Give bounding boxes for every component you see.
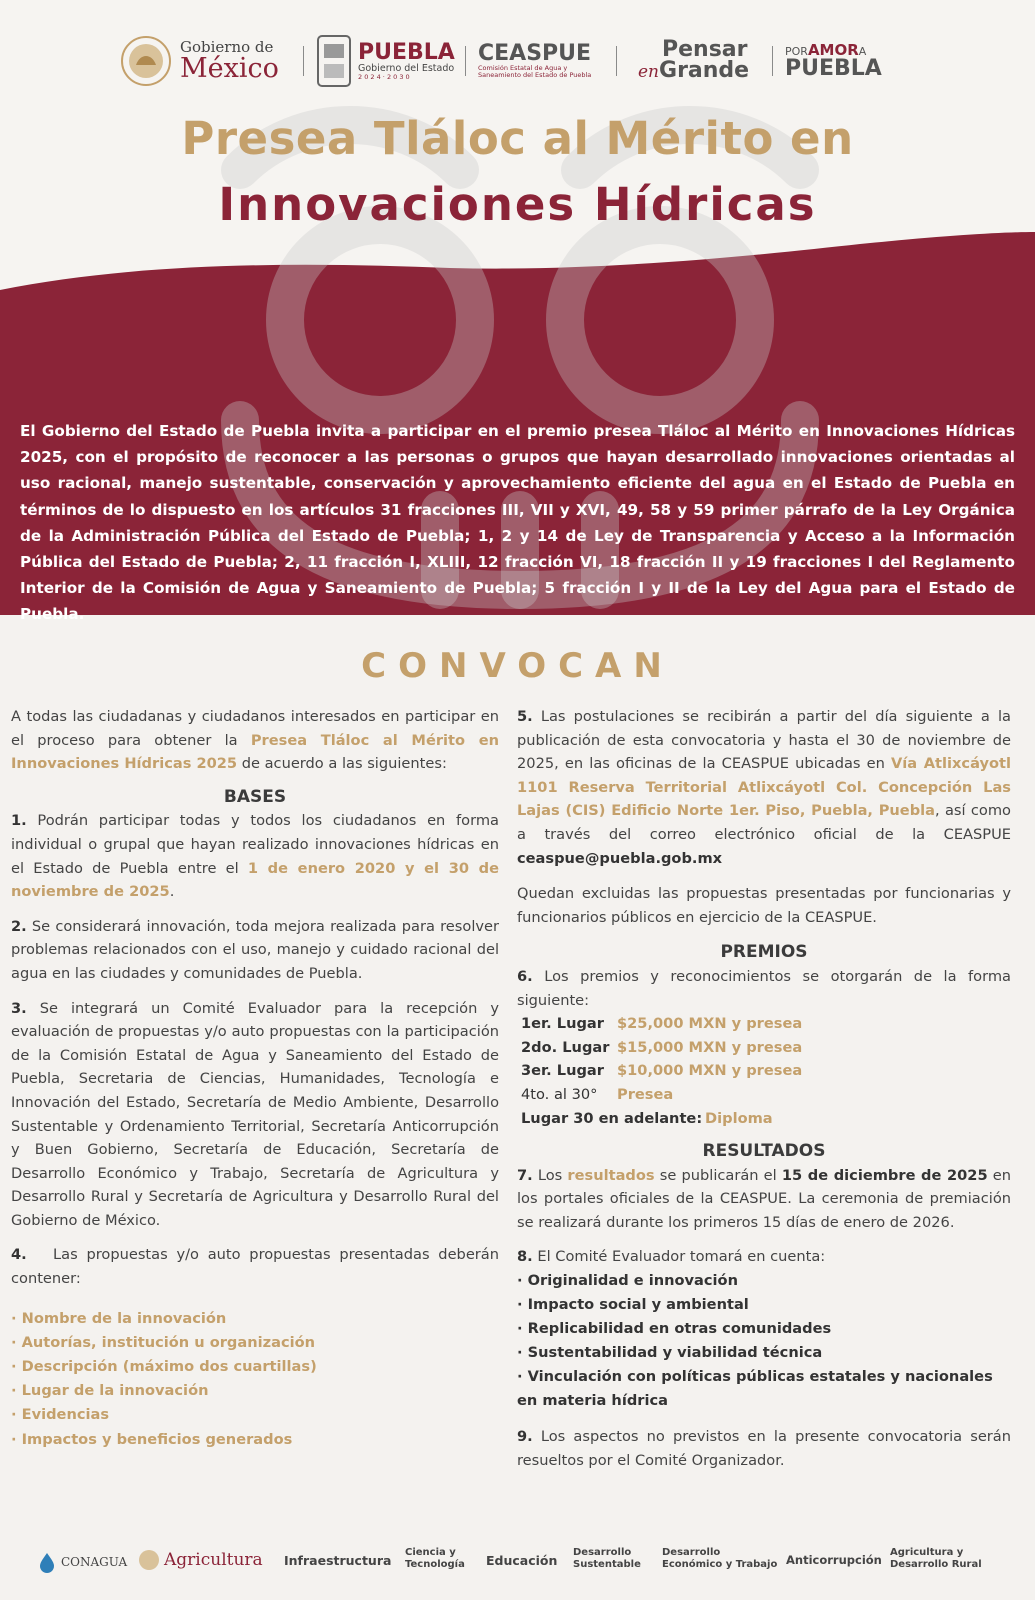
base-number: 3. [11, 999, 27, 1017]
page-title-line-1: Presea Tláloc al Mérito en [181, 112, 854, 165]
list-item: · Originalidad e innovación [517, 1272, 738, 1290]
base-4 [11, 1243, 504, 1290]
economico-trabajo-label: Económico y Trabajo [662, 1559, 778, 1570]
header-separator [616, 46, 617, 76]
agricultura-desarrollo-rural-logo [890, 1547, 982, 1571]
base-number: 8. [517, 1248, 533, 1266]
email-link[interactable]: ceaspue@puebla.gob.mx [517, 849, 723, 867]
footer-logos [0, 1545, 1035, 1585]
premios-heading: PREMIOS [720, 942, 808, 963]
base-number: 9. [517, 1428, 533, 1446]
a-label: A [858, 45, 867, 58]
prize-award: Diploma [705, 1109, 773, 1127]
puebla-shield-icon [316, 34, 352, 88]
agricultura-label: Agricultura [164, 1550, 263, 1570]
puebla-subtitle: Gobierno del Estado [358, 63, 455, 75]
gobierno-mexico-logo [120, 28, 279, 94]
base-number: 6. [517, 967, 533, 985]
base-4-text: Las propuestas y/o auto propuestas presentadas deberán contener: [11, 1246, 504, 1288]
header-separator [303, 46, 304, 76]
base-9 [517, 1425, 1011, 1472]
base-1 [11, 809, 499, 903]
base-number: 2. [11, 917, 27, 935]
infraestructura-logo: Infraestructura [284, 1553, 392, 1568]
address-highlight: Vía Atlixcáyotl 1101 Reserva Territorial Atlixcáyotl Col. Concepción Las Lajas (CIS) Edificio Norte 1er. Piso, Puebla, Puebla [517, 755, 1011, 820]
base-7-text-b: se publicarán el [654, 1166, 782, 1184]
base-3 [11, 997, 499, 1233]
desarrollo-economico-logo [662, 1547, 777, 1571]
resultados-highlight: resultados [567, 1166, 655, 1184]
anticorrupcion-logo: Anticorrupción [786, 1553, 882, 1567]
base-8-text: El Comité Evaluador tomará en cuenta: [532, 1248, 826, 1266]
list-item: · Sustentabilidad y viabilidad técnica [517, 1344, 823, 1362]
list-item: · Nombre de la innovación [11, 1309, 227, 1327]
base-1-date-highlight: 1 de enero 2020 y el 30 de noviembre de 2025 [11, 859, 500, 901]
prize-place: Lugar 30 en adelante: [521, 1109, 703, 1127]
convocatoria-intro [11, 705, 499, 776]
por-amor-a-puebla-logo [785, 28, 882, 94]
page-title-line-2: Innovaciones Hídricas [218, 178, 817, 231]
header-logos [0, 28, 1035, 94]
criteria-list [517, 1269, 1011, 1413]
tecnologia-label: Tecnología [405, 1559, 465, 1570]
header-separator [465, 46, 466, 76]
left-column [11, 705, 504, 1452]
por-label: POR [785, 45, 808, 58]
base-8 [517, 1245, 1011, 1269]
puebla-wordmark: PUEBLA [785, 56, 882, 81]
base-number: 4. [11, 1246, 27, 1264]
ciencia-label: Ciencia y [405, 1547, 456, 1558]
base-7-text-c: en los portales oficiales de la CEASPUE. La ceremonia de premiación se realizará durante los primeros 15 días de enero de 2026. [517, 1166, 1012, 1231]
bases-heading: BASES [223, 786, 287, 807]
list-item: · Lugar de la innovación [11, 1382, 209, 1400]
base-6 [517, 965, 1011, 1012]
base-3-text: Se integrará un Comité Evaluador para la recepción y evaluación de propuestas y/o auto propuestas con la participación de la Comisión Estatal de Agua y Saneamiento del Estado de Puebla, Secretaria de Ciencias, Humanidades, Tecnología e Innovación del Estado, Secretaría de Medio Ambiente, Desarrollo Sustentable y Ordenamiento Territorial, Secretaría Anticorrupción y Buen Gobierno, Secretaría de Educación, Secretaría de Desarrollo Económico y Trabajo, Secretaría de Agricultura y Desarrollo Rural y Secretaría de Agricultura y Desarrollo Rural del Gobierno de México. [11, 999, 499, 1229]
presea-name-highlight: Presea Tláloc al Mérito en Innovaciones Hídricas 2025 [11, 731, 500, 773]
sustentable-label: Sustentable [573, 1559, 641, 1570]
agricultura-logo [138, 1549, 263, 1571]
intro-paragraph: El Gobierno del Estado de Puebla invita a participar en el premio presea Tláloc al Mérito en Innovaciones Hídricas 2025, con el propósito de reconocer a las personas o grupos que hayan desarrollado innovaciones orientadas al uso racional, manejo sustentable, conservación y aprovechamiento eficiente del agua en el Estado de Puebla en términos de lo dispuesto en los artículos 31 fracciones III, VII y XVI, 49, 58 y 59 primer párrafo de la Ley Orgánica de la Administración Pública del Estado de Puebla; 1, 2 y 14 de Ley de Transparencia y Acceso a la Información Pública del Estado de Puebla; 2, 11 fracción I, XLIII, 12 fracción VI, 18 fracción II y 19 fracciones I del Reglamento Interior de la Comisión de Agua y Saneamiento de Puebla; 5 fracción I y II de la Ley del Agua para el Estado de Puebla. [20, 422, 1015, 624]
prize-row [521, 1059, 1011, 1083]
ceaspue-subtitle-2: Saneamiento del Estado de Puebla [478, 71, 592, 79]
base-number: 1. [11, 812, 27, 830]
pensar-en-grande-logo [638, 28, 749, 94]
prize-award: Presea [617, 1085, 674, 1103]
base-5 [517, 705, 1011, 870]
base-number: 5. [517, 708, 533, 725]
prize-award: $10,000 MXN y presea [617, 1062, 803, 1080]
list-item: · Vinculación con políticas públicas estatales y nacionales en materia hídrica [517, 1368, 993, 1410]
base-2-text: Se considerará innovación, toda mejora realizada para resolver problemas relacionados con el uso, manejo y cuidado racional del agua en las ciudades y comunidades de Puebla. [11, 917, 499, 982]
agricultura-label: Agricultura y [890, 1547, 964, 1558]
ceaspue-subtitle-1: Comisión Estatal de Agua y [478, 63, 568, 72]
base-7 [517, 1164, 1011, 1235]
mexico-seal-icon [138, 1549, 160, 1571]
base-1-text-a: Podrán participar todas y todos los ciudadanos en forma individual o grupal que hayan realizado innovaciones hídricas en el Estado de Puebla entre el [11, 812, 499, 877]
grande-label: Grande [659, 58, 750, 83]
right-column [517, 705, 1011, 1472]
prizes-list [517, 1012, 1011, 1130]
list-item: · Descripción (máximo dos cuartillas) [11, 1358, 317, 1376]
prize-place: 4to. al 30° [521, 1085, 598, 1103]
prize-place: 3er. Lugar [521, 1062, 604, 1080]
base-2 [11, 915, 499, 986]
en-label: en [638, 62, 660, 82]
convocan-heading: CONVOCAN [361, 646, 674, 686]
prize-row [521, 1083, 1011, 1107]
ceaspue-logo [478, 28, 591, 94]
prize-place: 2do. Lugar [521, 1038, 610, 1056]
desarrollo-label: Desarrollo [662, 1547, 721, 1558]
prize-row [521, 1036, 1011, 1060]
list-item: · Replicabilidad en otras comunidades [517, 1320, 832, 1338]
conagua-label: CONAGUA [61, 1555, 128, 1569]
base-5-text-b: , así como a través del correo electrónico oficial de la CEASPUE [517, 802, 1011, 843]
base-9-text: Los aspectos no previstos en la presente convocatoria serán resueltos por el Comité Organizador. [517, 1428, 1011, 1469]
prize-row [521, 1107, 1011, 1131]
amor-label: AMOR [807, 41, 859, 59]
water-drop-icon [36, 1551, 58, 1573]
educacion-logo: Educación [486, 1553, 558, 1568]
desarrollo-label: Desarrollo [573, 1547, 632, 1558]
desarrollo-sustentable-logo [573, 1547, 641, 1571]
list-item: · Autorías, institución u organización [11, 1333, 316, 1351]
exclusion-note: Quedan excluidas las propuestas presentadas por funcionarias y funcionarios públicos en ejercicio de la CEASPUE. [517, 885, 1011, 926]
list-item: · Impactos y beneficios generados [11, 1430, 293, 1448]
intro-text-a: A todas las ciudadanas y ciudadanos interesados en participar en el proceso para obtener la [11, 708, 499, 749]
base-6-text: Los premios y reconocimientos se otorgarán de la forma siguiente: [517, 967, 1011, 1009]
ceaspue-title: CEASPUE [478, 40, 592, 66]
prize-award: $25,000 MXN y presea [617, 1015, 803, 1033]
prize-award: $15,000 MXN y presea [617, 1038, 803, 1056]
prize-place: 1er. Lugar [521, 1015, 604, 1033]
requirements-list [11, 1307, 499, 1452]
mexico-label: México [180, 53, 279, 84]
desarrollo-rural-label: Desarrollo Rural [890, 1559, 982, 1570]
header-separator [772, 46, 773, 76]
puebla-years: 2 0 2 4 · 2 0 3 0 [358, 73, 410, 82]
puebla-title: PUEBLA [358, 40, 455, 66]
resultados-heading: RESULTADOS [702, 1141, 826, 1162]
list-item: · Evidencias [11, 1406, 110, 1424]
base-7-text-a: Los [532, 1166, 568, 1184]
conagua-logo [36, 1551, 127, 1573]
gobierno-label: Gobierno de [180, 38, 274, 56]
ciencia-tecnologia-logo [405, 1547, 465, 1571]
base-number: 7. [517, 1166, 533, 1184]
puebla-logo [316, 28, 455, 94]
base-1-text-b: . [169, 883, 175, 901]
prize-row [521, 1012, 1011, 1036]
base-5-text-a: Las postulaciones se recibirán a partir del día siguiente a la publicación de esta convocatoria y hasta el 30 de noviembre de 2025, en las oficinas de la CEASPUE ubicadas en [517, 708, 1011, 773]
list-item: · Impacto social y ambiental [517, 1296, 749, 1314]
results-date: 15 de diciembre de 2025 [781, 1166, 988, 1184]
mexico-seal-icon [120, 35, 172, 87]
intro-text-b: de acuerdo a las siguientes: [237, 755, 447, 773]
pensar-label: Pensar [662, 37, 748, 63]
